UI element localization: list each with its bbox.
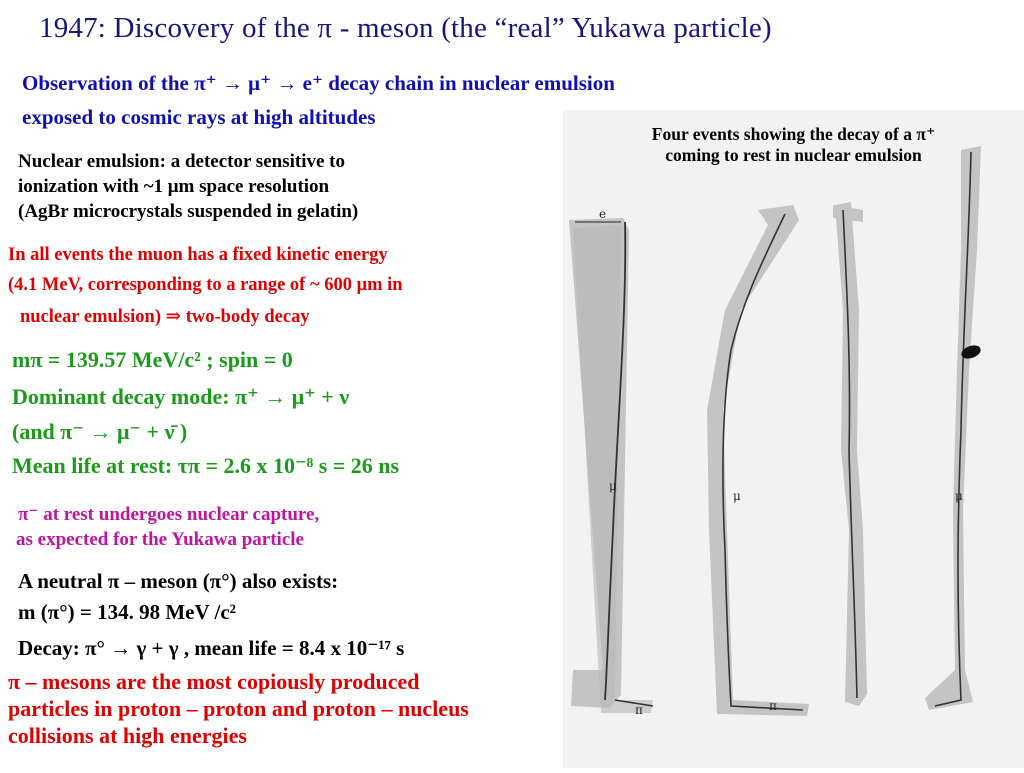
page-title: 1947: Discovery of the π - meson (the “real” Yukawa particle): [39, 12, 772, 44]
track-label-mu: μ: [609, 479, 617, 493]
figure-caption-line-1: Four events showing the decay of a π⁺: [651, 124, 936, 144]
emulsion-line-1: Nuclear emulsion: a detector sensitive to: [18, 151, 345, 172]
subtitle-line-1: Observation of the π⁺ → μ⁺ → e⁺ decay chain in nuclear emulsion: [22, 71, 615, 95]
conclusion-line-3: collisions at high energies: [8, 723, 247, 748]
pion-mass: mπ = 139.57 MeV/c² ; spin = 0: [12, 347, 293, 372]
track-label-pi: π: [769, 699, 777, 713]
conclusion-line-2: particles in proton – proton and proton – nucleus: [8, 696, 469, 721]
capture-line-2: as expected for the Yukawa particle: [16, 529, 304, 550]
figure-caption-line-2: coming to rest in nuclear emulsion: [665, 145, 922, 165]
track-label-mu: μ: [955, 489, 963, 503]
muon-note-line-2: (4.1 MeV, corresponding to a range of ~ 600 μm in: [8, 275, 403, 295]
capture-line-1: π⁻ at rest undergoes nuclear capture,: [18, 504, 320, 525]
track-label-pi: π: [635, 703, 643, 717]
emulsion-strip: [925, 146, 981, 710]
neutral-pion-decay: Decay: π° → γ + γ , mean life = 8.4 x 10⁻¹⁷ s: [18, 636, 405, 660]
pion-mean-life: Mean life at rest: τπ = 2.6 x 10⁻⁸ s = 26 ns: [12, 453, 400, 478]
track-label-e: e: [599, 207, 607, 221]
pion-decay-mode: Dominant decay mode: π⁺ → μ⁺ + ν: [12, 384, 350, 409]
emulsion-line-3: (AgBr microcrystals suspended in gelatin): [18, 201, 359, 222]
neutral-pion-line-1: A neutral π – meson (π°) also exists:: [18, 569, 339, 593]
emulsion-photograph: [563, 110, 1024, 768]
muon-note-line-3: nuclear emulsion) ⇒ two-body decay: [20, 307, 310, 327]
emulsion-strip: [573, 225, 653, 713]
track-label-mu: μ: [733, 489, 741, 503]
neutral-pion-mass: m (π°) = 134. 98 MeV /c²: [18, 600, 236, 624]
muon-note-line-1: In all events the muon has a fixed kinetic energy: [8, 245, 388, 265]
emulsion-strip: [835, 202, 867, 706]
figure-caption: [563, 124, 1024, 166]
emulsion-tracks-image: [563, 110, 1024, 768]
pion-minus-decay-mode: (and π⁻ → μ⁻ + ν̄ ): [12, 419, 188, 444]
emulsion-line-2: ionization with ~1 μm space resolution: [18, 176, 330, 197]
subtitle-line-2: exposed to cosmic rays at high altitudes: [22, 105, 376, 129]
conclusion-line-1: π – mesons are the most copiously produced: [8, 669, 420, 694]
pion-track: [723, 214, 803, 710]
